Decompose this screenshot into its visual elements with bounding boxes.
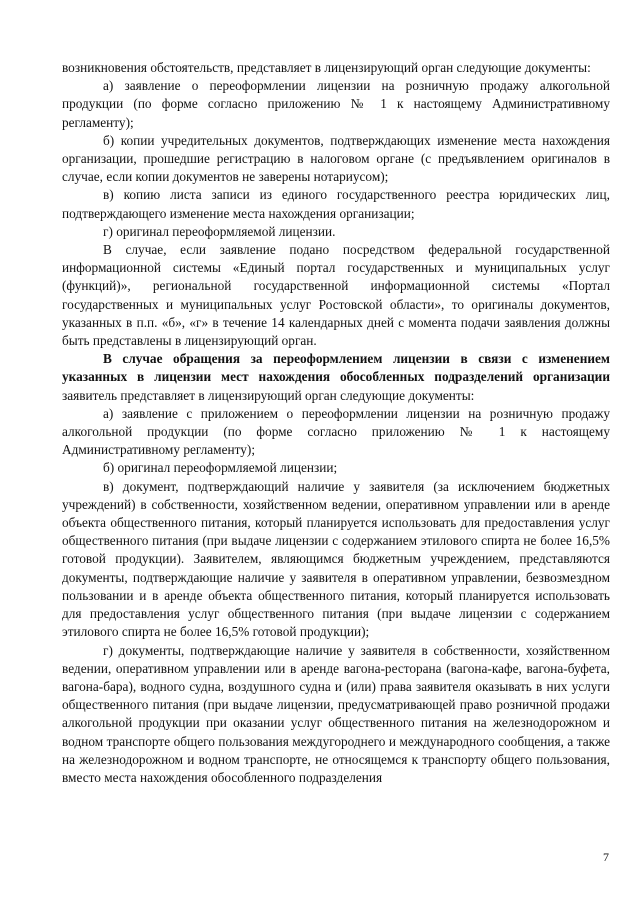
paragraph-branch-relocation bbox=[62, 350, 610, 405]
paragraph-item-g: г) оригинал переоформляемой лицензии. bbox=[103, 223, 336, 239]
paragraph-item-a-2: а) заявление с приложением о переоформлении лицензии на розничную продажу алкогольной продукции (по форме согласно приложению № 1 к настоящему Административному регламенту); bbox=[62, 405, 610, 458]
paragraph-item-a: а) заявление о переоформлении лицензии на розничную продажу алкогольной продукции (по форме согласно приложению № 1 к настоящему Административному регламенту); bbox=[62, 78, 610, 130]
paragraph-item-b: б) копии учредительных документов, подтверждающих изменение места нахождения организации, прошедшие регистрацию в налоговом органе (с предъявлением оригиналов в случае, если копии документов не заверены нотариусом); bbox=[62, 132, 610, 185]
paragraph-continuation: возникновения обстоятельств, представляет в лицензирующий орган следующие документы: bbox=[62, 60, 591, 75]
document-page bbox=[62, 59, 610, 787]
paragraph-text: заявитель представляет в лицензирующий орган следующие документы: bbox=[62, 387, 475, 403]
paragraph-item-v-2: в) документ, подтверждающий наличие у заявителя (за исключением бюджетных учреждений) в собственности, хозяйственном ведении, оперативном управлении или в аренде объекта общественного питания, который планируется использовать для предоставления услуг общественного питания (при выдаче лицензии с содержанием этилового спирта не более 16,5% готовой продукции). Заявителем, являющимся бюджетным учреждением, представляются документы, подтверждающие наличие у заявителя в оперативном управлении, безвозмездном пользовании и в аренде объекта общественного питания, который планируется использовать для предоставления услуг общественного питания (при выдаче лицензии с содержанием этилового спирта не более 16,5% готовой продукции); bbox=[62, 478, 610, 640]
page-number: 7 bbox=[603, 850, 609, 864]
paragraph-item-g-2: г) документы, подтверждающие наличие у заявителя в собственности, хозяйственном ведении, оперативном управлении или в аренде вагона-ресторана (вагона-кафе, вагона-буфета, вагона-бара), водного судна, воздушного судна и (или) права заявителя оказывать в них услуги общественного питания (при выдаче лицензии, предусматривающей право розничной продажи алкогольной продукции при оказании услуг общественного питания на железнодорожном и водном транспорте общего пользования междугороднего и международного сообщения, а также на железнодорожном и водном транспорте, не относящемся к транспорту общего пользования, вместо места нахождения обособленного подразделения bbox=[62, 642, 610, 785]
paragraph-item-b-2: б) оригинал переоформляемой лицензии; bbox=[103, 460, 338, 476]
bold-heading-text: В случае обращения за переоформлением лицензии в связи с изменением указанных в лицензии мест нахождения обособленных подразделений организации bbox=[62, 351, 610, 385]
paragraph-portal-submission: В случае, если заявление подано посредством федеральной государственной информационной системы «Единый портал государственных и муниципальных услуг (функций)», региональной государственной информационной системы «Портал государственных и муниципальных услуг Ростовской области», то оригиналы документов, указанных в п.п. «б», «г» в течение 14 календарных дней с момента подачи заявления должны быть представлены в лицензирующий орган. bbox=[62, 242, 610, 349]
paragraph-item-v: в) копию листа записи из единого государственного реестра юридических лиц, подтверждающего изменение места нахождения организации; bbox=[62, 187, 610, 221]
